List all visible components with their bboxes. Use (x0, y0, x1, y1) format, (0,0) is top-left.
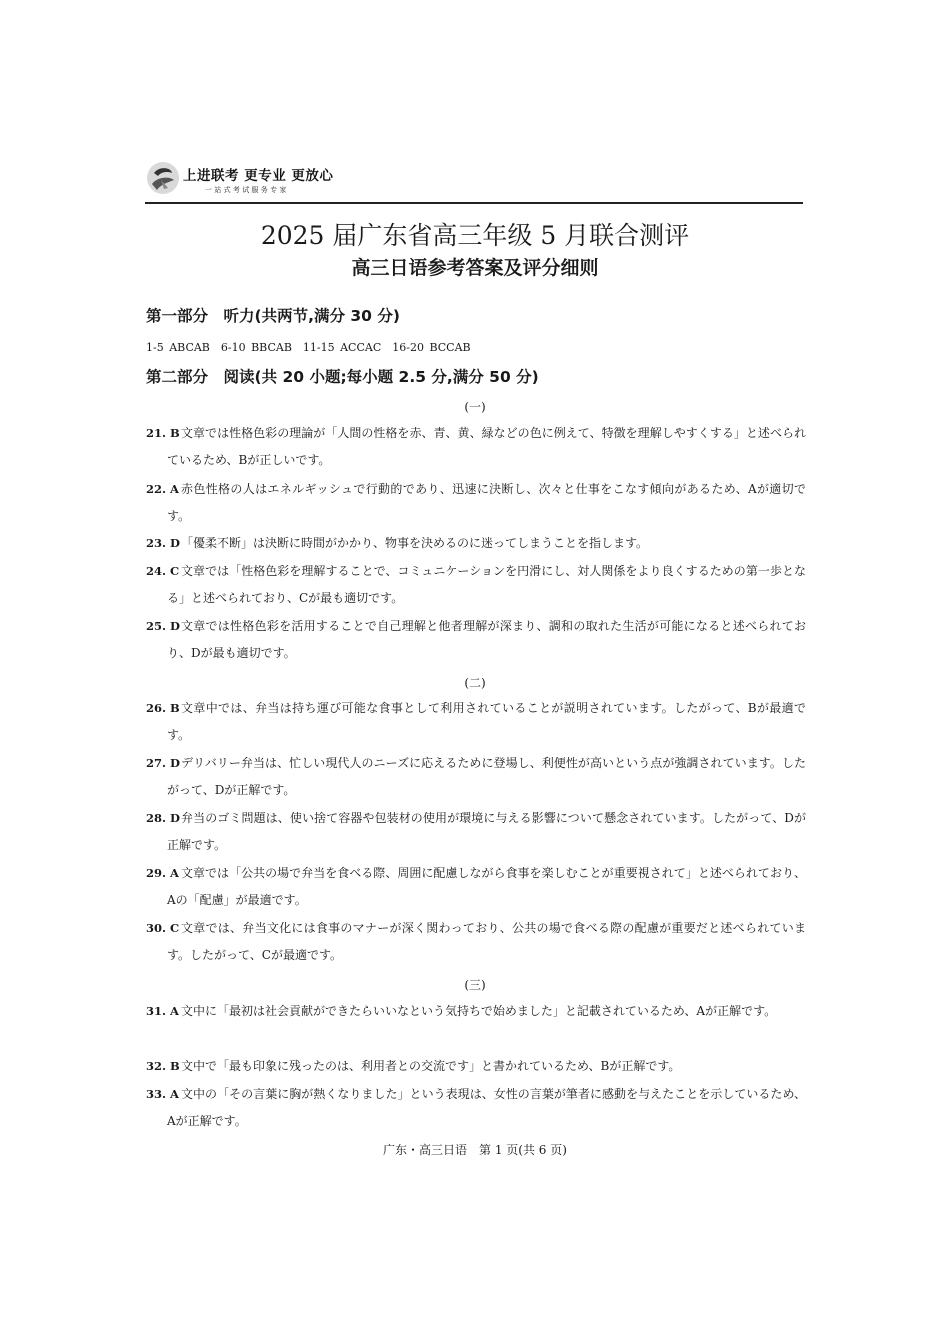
header-rule (145, 202, 803, 204)
item-explanation: 文中で「最も印象に残ったのは、利用者との交流です」と書かれているため、Bが正解です。 (181, 1059, 681, 1073)
item-explanation: 赤色性格の人はエネルギッシュで行動的であり、迅速に決断し、次々と仕事をこなす傾向があるため、Aが適切です。 (167, 482, 806, 523)
item-number: 21. B (146, 426, 180, 440)
group-label: (一) (464, 400, 486, 414)
part1-answers: 1-5 ABCAB 6-10 BBCAB 11-15 ACCAC 16-20 BCCAB (146, 341, 471, 354)
answer-item (146, 1053, 806, 1080)
item-explanation: 文章では性格色彩の理論が「人間の性格を赤、青、黄、緑などの色に例えて、特徴を理解しやすくする」と述べられているため、Bが正しいです。 (167, 426, 806, 467)
item-explanation: 文章では、弁当文化には食事のマナーが深く関わっており、公共の場で食べる際の配慮が重要だと述べられています。したがって、Cが最適です。 (167, 921, 806, 962)
item-number: 24. C (146, 564, 180, 578)
answer-item (146, 613, 806, 667)
answer-item (146, 530, 806, 557)
answer-item (146, 695, 806, 749)
page-title: 2025 届广东省高三年级 5 月联合测评 (260, 221, 690, 250)
answer-item (146, 476, 806, 530)
item-number: 33. A (146, 1087, 179, 1101)
item-number: 32. B (146, 1059, 180, 1073)
item-number: 30. C (146, 921, 180, 935)
header-slogan: 上进联考 更专业 更放心 (183, 168, 334, 184)
item-number: 29. A (146, 866, 179, 880)
group-label: (三) (464, 978, 486, 992)
item-explanation: 文中の「その言葉に胸が熱くなりました」という表現は、女性の言葉が筆者に感動を与えたことを示しているため、Aが正解です。 (167, 1087, 806, 1128)
header-sub-slogan: 一站式考试服务专家 (205, 186, 289, 194)
item-number: 25. D (146, 619, 180, 633)
item-explanation: 文章中では、弁当は持ち運び可能な食事として利用されていることが説明されています。したがって、Bが最適です。 (167, 701, 806, 742)
item-explanation: 文章では「公共の場で弁当を食べる際、周囲に配慮しながら食事を楽しむことが重要視されて」と述べられており、Aの「配慮」が最適です。 (167, 866, 806, 907)
answer-item (146, 750, 806, 804)
item-explanation: 文中に「最初は社会貢献ができたらいいなという気持ちで始めました」と記載されているため、Aが正解です。 (181, 1004, 777, 1018)
item-explanation: 弁当のゴミ問題は、使い捨て容器や包装材の使用が環境に与える影響について懸念されています。したがって、Dが正解です。 (167, 811, 806, 852)
item-explanation: デリバリー弁当は、忙しい現代人のニーズに応えるために登場し、利便性が高いという点が強調されています。したがって、Dが正解です。 (167, 756, 806, 797)
item-number: 26. B (146, 701, 180, 715)
item-explanation: 文章では「性格色彩を理解することで、コミュニケーションを円滑にし、対人関係をより良くするための第一歩となる」と述べられており、Cが最も適切です。 (167, 564, 806, 605)
logo-icon (145, 160, 181, 196)
item-number: 28. D (146, 811, 180, 825)
group-label: (二) (464, 676, 486, 690)
item-number: 23. D (146, 536, 180, 550)
answer-item (146, 915, 806, 969)
answer-item (146, 558, 806, 612)
answer-item (146, 805, 806, 859)
item-number: 27. D (146, 756, 180, 770)
answer-item (146, 860, 806, 914)
page-subtitle: 高三日语参考答案及评分细则 (351, 257, 599, 279)
answer-item (146, 1081, 806, 1135)
answer-item (146, 420, 806, 474)
item-explanation: 「優柔不断」は決断に時間がかかり、物事を決めるのに迷ってしまうことを指します。 (181, 536, 649, 550)
page-footer: 广东・高三日语 第 1 页(共 6 页) (383, 1143, 567, 1157)
item-explanation: 文章では性格色彩を活用することで自己理解と他者理解が深まり、調和の取れた生活が可能になると述べられており、Dが最も適切です。 (167, 619, 806, 660)
item-number: 31. A (146, 1004, 179, 1018)
part1-heading: 第一部分 听力(共两节,满分 30 分) (146, 307, 400, 325)
answer-item (146, 998, 806, 1025)
part2-heading: 第二部分 阅读(共 20 小题;每小题 2.5 分,满分 50 分) (146, 368, 539, 386)
header (145, 158, 803, 204)
item-number: 22. A (146, 482, 179, 496)
